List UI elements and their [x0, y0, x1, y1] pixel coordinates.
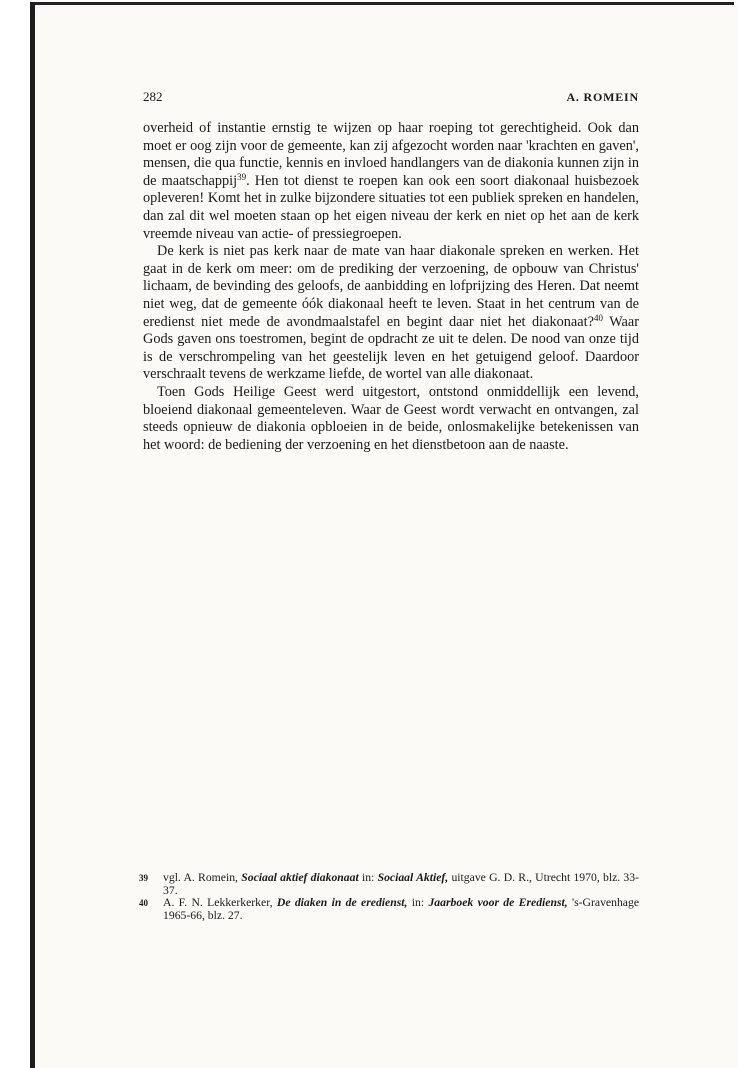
footnote-title: Jaarboek voor de Eredienst, — [428, 896, 568, 910]
footnote-text: in: — [407, 896, 429, 910]
page-number: 282 — [143, 89, 163, 104]
footnote-text: vgl. A. Romein, — [163, 871, 242, 884]
body-text — [143, 120, 639, 454]
footnote-ref-39[interactable]: 39 — [237, 171, 247, 182]
footnote-title: Sociaal Aktief, — [377, 871, 449, 884]
footnote-text: uitgave G. D. R., Utrecht 1970, blz. 33-37. — [163, 871, 640, 897]
running-head-author: A. ROMEIN — [566, 90, 639, 104]
footnote-title: De diaken in de eredienst, — [276, 896, 408, 910]
footnote-40 — [139, 896, 640, 923]
footnotes — [139, 871, 640, 923]
paragraph — [143, 120, 639, 243]
footnote-title: Sociaal aktief diakonaat — [241, 871, 359, 884]
paragraph-text: Waar Gods gaven ons toestromen, begint de opdracht ze uit te delen. De nood van onze tijd is de verschrompeling van het geestelijk leven en het getuigend geloof. Daardoor verschraalt tevens de werkzame liefde, de wortel van alle diakonaat. — [143, 313, 639, 383]
footnote-text: 's-Gravenhage 1965-66, blz. 27. — [163, 896, 640, 923]
footnote-ref-40[interactable]: 40 — [593, 312, 603, 323]
paragraph-text: . Hen tot dienst te roepen kan ook een soort diakonaal huisbezoek opleveren! Komt het in zulke bijzondere situaties tot een publiek spreken en handelen, dan zal dit wel moeten staan op het eigen niveau der kerk en niet op het aan de kerk vreemde niveau van actie- of pressiegroepen. — [143, 172, 639, 242]
paragraph-text: Toen Gods Heilige Geest werd uitgestort, ontstond onmiddellijk een levend, bloeiend diakonaal gemeenteleven. Waar de Geest wordt verwacht en ontvangen, zal steeds opnieuw de diakonia opbloeien in de beide, onlosmakelijke betekenissen van het woord: de bediening der verzoening en het dienstbetoon aan de naaste. — [143, 383, 639, 453]
footnote-text: A. F. N. Lekkerkerker, — [163, 896, 277, 910]
paragraph-text: overheid of instantie ernstig te wijzen op haar roeping tot gerechtigheid. Ook dan moet er oog zijn voor de gemeente, kan zij afgezocht worden naar 'krachten en gaven', mensen, die qua functie, kennis en invloed handlangers van de diakonia kunnen zijn in de maatschappij — [143, 120, 639, 189]
footnote-number: 40 — [139, 898, 148, 909]
footnote-number: 39 — [139, 873, 148, 883]
footnote-text: in: — [358, 871, 378, 884]
paragraph — [143, 384, 639, 454]
footnote-39 — [139, 871, 640, 897]
paragraph-text: De kerk is niet pas kerk naar de mate van haar diakonale spreken en werken. Het gaat in de kerk om meer: om de prediking der verzoening, de opbouw van Christus' lichaam, de bevinding des geloofs, de aanbidding en lofprijzing des Heren. Dat neemt niet weg, dat de gemeente óók diakonaal heeft te leven. Staat in het centrum van de eredienst niet mede de avondmaalstafel en begint daar niet het diakonaat? — [143, 243, 639, 330]
paragraph — [143, 243, 639, 384]
